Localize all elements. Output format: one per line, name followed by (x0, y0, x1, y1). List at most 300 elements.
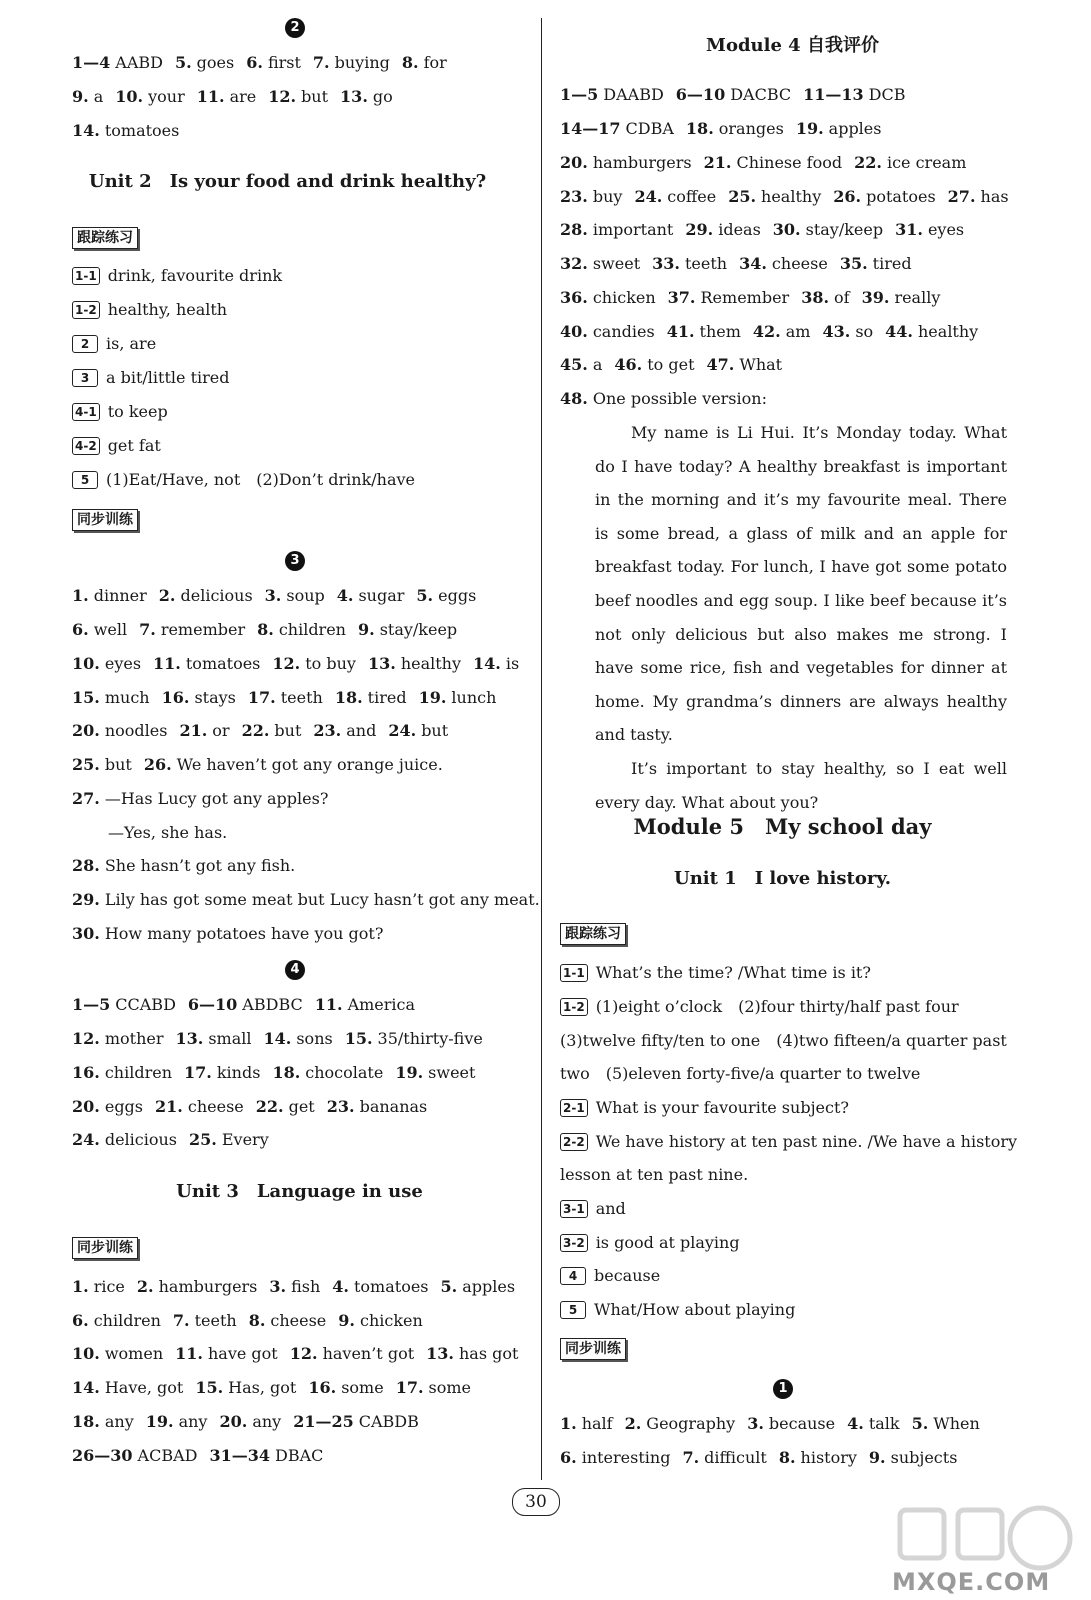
item-number: 14. (263, 1029, 292, 1048)
item-answer: apples (828, 119, 882, 138)
item-answer: first (267, 53, 301, 72)
question-tag: 5 (72, 471, 98, 489)
item-answer: and (346, 721, 377, 740)
item-answer: them (699, 322, 741, 341)
item-answer: Has, got (228, 1378, 297, 1397)
item-answer: Lily has got some meat but Lucy hasn’t got any meat. (104, 890, 540, 909)
item-number: 44. (885, 322, 913, 341)
track-item (560, 1300, 795, 1320)
item-answer: delicious (104, 1130, 178, 1149)
item-answer: some (341, 1378, 384, 1397)
essay-paragraph-2: It’s important to stay healthy, so I eat well every day. What about you? (595, 758, 1007, 812)
item-number: 18. (334, 688, 363, 707)
item-number: 6—10 (187, 995, 238, 1014)
item-answer: One possible version: (592, 389, 767, 408)
item-answer: history (800, 1448, 857, 1467)
answer-line (72, 924, 383, 944)
item-answer: and (595, 1199, 626, 1218)
item-number: 1—5 (72, 995, 111, 1014)
item-answer: Every (221, 1130, 269, 1149)
answer-line (560, 288, 940, 308)
item-number: 19. (418, 688, 447, 707)
item-number: 39. (861, 288, 890, 307)
item-number: 12. (272, 654, 301, 673)
item-answer: talk (868, 1414, 900, 1433)
item-answer: She hasn’t got any fish. (104, 856, 296, 875)
item-answer: CCABD (115, 995, 176, 1014)
badge-sync-training: 同步训练 (72, 1237, 138, 1259)
item-answer: We haven’t got any orange juice. (176, 755, 443, 774)
item-number: 7. (682, 1448, 700, 1467)
track-item (560, 1165, 748, 1185)
item-number: 14. (72, 121, 100, 140)
item-answer: candies (592, 322, 655, 341)
answer-line (72, 890, 540, 910)
item-number: 6. (246, 53, 263, 72)
item-number: 17. (395, 1378, 424, 1397)
item-answer: two (5)eleven forty-five/a quarter to twelve (560, 1064, 921, 1083)
column-divider (541, 18, 542, 1480)
item-answer: or (212, 721, 230, 740)
item-answer: healthy (400, 654, 462, 673)
item-number: 17. (184, 1063, 212, 1082)
item-answer: remember (160, 620, 246, 639)
item-number: 19. (145, 1412, 174, 1431)
answer-line (560, 355, 782, 375)
item-answer: much (104, 688, 150, 707)
item-number: 10. (72, 654, 100, 673)
track-item (560, 1199, 626, 1219)
answer-line (560, 85, 905, 105)
item-answer: has got (458, 1344, 519, 1363)
item-number: 5. (174, 53, 192, 72)
item-answer: a (93, 87, 104, 106)
item-answer: of (834, 288, 850, 307)
item-answer: get (288, 1097, 315, 1116)
item-number: 27. (947, 187, 976, 206)
item-answer: stays (194, 688, 236, 707)
item-answer: fish (291, 1277, 321, 1296)
item-answer: goes (196, 53, 235, 72)
item-answer: am (785, 322, 811, 341)
item-answer: women (104, 1344, 164, 1363)
item-answer: tomatoes (185, 654, 261, 673)
item-answer: tomatoes (104, 121, 180, 140)
item-answer: noodles (104, 721, 168, 740)
item-number: 30. (772, 220, 801, 239)
item-number: 47. (706, 355, 735, 374)
answer-line (560, 254, 912, 274)
module-5-title: Module 5 My school day (633, 814, 932, 839)
item-answer: teeth (280, 688, 323, 707)
item-number: 3. (747, 1414, 764, 1433)
item-number: 24. (388, 721, 417, 740)
item-answer: to get (647, 355, 695, 374)
item-answer: oranges (718, 119, 784, 138)
item-answer: to keep (107, 402, 168, 421)
item-answer: potatoes (866, 187, 936, 206)
item-answer: eyes (104, 654, 142, 673)
question-tag: 1-2 (72, 301, 100, 319)
badge-sync-training: 同步训练 (72, 509, 138, 531)
item-answer: coffee (667, 187, 717, 206)
item-answer: drink, favourite drink (107, 266, 283, 285)
item-number: 22. (241, 721, 270, 740)
item-number: 15. (195, 1378, 224, 1397)
answer-line (72, 1412, 419, 1432)
item-number: 16. (161, 688, 190, 707)
question-tag: 1-1 (72, 267, 100, 285)
answer-line (72, 1097, 427, 1117)
item-answer: DACBC (730, 85, 792, 104)
item-answer: go (372, 87, 393, 106)
item-number: 27. (72, 789, 100, 808)
item-number: 20. (72, 1097, 100, 1116)
item-number: 6. (560, 1448, 577, 1467)
item-answer: tired (872, 254, 912, 273)
item-number: 20. (72, 721, 100, 740)
item-answer: teeth (684, 254, 728, 273)
item-number: 11. (196, 87, 225, 106)
item-number: 1. (72, 1277, 89, 1296)
item-answer: any (252, 1412, 282, 1431)
item-number: 8. (401, 53, 419, 72)
essay-paragraph-1: My name is Li Hui. It’s Monday today. What do I have today? A healthy breakfast is important in the morning and it’s my favourite meal. There is some bread, a glass of milk and an apple for breakfast today. For lunch, I have got some potato beef noodles and egg soup. I like beef because it’s not only delicious but also makes me strong. I have some rice, fish and vegetables for dinner at home. My grandma’s dinners are always healthy and tasty. (595, 423, 1007, 745)
item-answer: What (739, 355, 783, 374)
track-item (560, 1031, 1007, 1051)
item-number: 35. (839, 254, 868, 273)
item-answer: lunch (451, 688, 497, 707)
item-number: 9. (72, 87, 89, 106)
item-answer: rice (93, 1277, 125, 1296)
answer-line (560, 1448, 957, 1468)
track-item (560, 1098, 849, 1118)
item-number: 20. (560, 153, 588, 172)
track-item (560, 1064, 920, 1084)
answer-line (72, 620, 457, 640)
track-item (72, 368, 229, 388)
item-number: 21. (703, 153, 732, 172)
item-number: 29. (685, 220, 714, 239)
item-number: 26—30 (72, 1446, 133, 1465)
item-number: 29. (72, 890, 100, 909)
question-tag: 3 (72, 369, 98, 387)
item-number: 14—17 (560, 119, 621, 138)
item-answer: How many potatoes have you got? (104, 924, 384, 943)
item-answer: because (594, 1266, 661, 1285)
unit-3-title: Unit 3 Language in use (176, 1181, 423, 1202)
item-answer: sugar (358, 586, 405, 605)
item-answer: Geography (646, 1414, 736, 1433)
item-answer: a (592, 355, 603, 374)
item-answer: CABDB (358, 1412, 419, 1431)
item-number: 6. (72, 620, 89, 639)
item-answer: is (505, 654, 520, 673)
item-answer: so (855, 322, 874, 341)
item-number: 15. (344, 1029, 373, 1048)
unit-2-title: Unit 2 Is your food and drink healthy? (88, 171, 487, 192)
item-answer: ideas (718, 220, 761, 239)
answer-line (72, 1344, 518, 1364)
answer-line (560, 322, 978, 342)
item-answer: chocolate (305, 1063, 384, 1082)
item-number: 1—4 (72, 53, 111, 72)
item-answer: for (423, 53, 447, 72)
question-tag: 4-1 (72, 403, 100, 421)
item-number: 28. (72, 856, 100, 875)
item-number: 26. (833, 187, 862, 206)
item-answer: difficult (704, 1448, 767, 1467)
item-answer: but (274, 721, 302, 740)
item-number: 43. (822, 322, 851, 341)
item-answer: We have history at ten past nine. /We have a history (595, 1132, 1018, 1151)
item-number: 11. (314, 995, 343, 1014)
item-number: 37. (667, 288, 696, 307)
item-answer: half (581, 1414, 613, 1433)
item-answer: haven’t got (322, 1344, 415, 1363)
item-answer: cheese (187, 1097, 244, 1116)
item-answer: What’s the time? /What time is it? (595, 963, 871, 982)
item-number: 9. (338, 1311, 355, 1330)
answer-line (72, 1130, 269, 1150)
item-answer: hamburgers (592, 153, 692, 172)
item-answer: lesson at ten past nine. (560, 1165, 749, 1184)
item-number: 2. (624, 1414, 642, 1433)
item-answer: chicken (359, 1311, 423, 1330)
item-answer: stay/keep (379, 620, 458, 639)
question-tag: 4 (560, 1267, 586, 1285)
item-answer: ABDBC (242, 995, 303, 1014)
item-answer: hamburgers (158, 1277, 258, 1296)
item-answer: have got (207, 1344, 278, 1363)
item-number: 11. (153, 654, 181, 673)
item-answer: because (768, 1414, 836, 1433)
badge-track-practice: 跟踪练习 (560, 923, 626, 945)
item-answer: but (104, 755, 132, 774)
item-answer: but (421, 721, 449, 740)
item-answer: delicious (180, 586, 253, 605)
item-answer: sweet (428, 1063, 476, 1082)
item-answer: bananas (359, 1097, 428, 1116)
item-answer: is, are (106, 334, 157, 353)
item-answer: DCB (868, 85, 906, 104)
answer-line (72, 1063, 475, 1083)
item-answer: When (933, 1414, 980, 1433)
item-answer: subjects (890, 1448, 958, 1467)
answer-line (72, 1029, 483, 1049)
item-number: 28. (560, 220, 588, 239)
item-number: 11. (175, 1344, 203, 1363)
item-number: 9. (357, 620, 375, 639)
item-answer: is good at playing (595, 1233, 740, 1252)
item-answer: tomatoes (353, 1277, 429, 1296)
badge-sync-training: 同步训练 (560, 1338, 626, 1360)
item-number: 46. (614, 355, 643, 374)
question-tag: 3-1 (560, 1200, 588, 1218)
item-answer: has (980, 187, 1009, 206)
item-number: 5. (416, 586, 434, 605)
track-item (72, 470, 415, 490)
item-answer: (1)Eat/Have, not (2)Don’t drink/have (106, 470, 416, 489)
track-item (72, 334, 156, 354)
item-answer: 35/thirty-five (377, 1029, 483, 1048)
item-answer: chicken (592, 288, 656, 307)
item-number: 8. (257, 620, 274, 639)
item-number: 14. (72, 1378, 100, 1397)
answer-line (72, 995, 415, 1015)
track-item (72, 402, 168, 422)
item-number: 6. (72, 1311, 89, 1330)
question-tag: 1-1 (560, 964, 588, 982)
item-number: 33. (652, 254, 680, 273)
item-answer: get fat (107, 436, 161, 455)
item-answer: ice cream (886, 153, 967, 172)
item-answer: kinds (216, 1063, 261, 1082)
item-number: 22. (854, 153, 882, 172)
item-number: 12. (289, 1344, 318, 1363)
item-number: 2. (136, 1277, 154, 1296)
item-number: 18. (685, 119, 714, 138)
item-number: 12. (268, 87, 297, 106)
item-number: 4. (332, 1277, 349, 1296)
item-answer: buying (334, 53, 390, 72)
item-answer: any (178, 1412, 208, 1431)
item-answer: What/How about playing (594, 1300, 796, 1319)
item-answer: to buy (305, 654, 356, 673)
item-answer: What is your favourite subject? (595, 1098, 849, 1117)
item-number: 8. (248, 1311, 266, 1330)
item-number: 10. (72, 1344, 100, 1363)
track-item (72, 266, 282, 286)
item-answer: any (104, 1412, 134, 1431)
item-answer: sons (296, 1029, 333, 1048)
item-answer: tired (367, 688, 407, 707)
answer-line (72, 1311, 423, 1331)
item-answer: CDBA (625, 119, 674, 138)
essay-body (595, 416, 1007, 819)
item-number: 24. (634, 187, 663, 206)
item-number: 11—13 (803, 85, 864, 104)
item-number: 31. (895, 220, 923, 239)
item-number: 30. (72, 924, 100, 943)
item-number: 34. (739, 254, 767, 273)
track-item (560, 1266, 660, 1286)
section-bullet-1: 1 (773, 1379, 793, 1399)
item-number: 16. (72, 1063, 100, 1082)
item-answer: teeth (194, 1311, 237, 1330)
item-number: 25. (189, 1130, 217, 1149)
item-answer: sweet (592, 254, 641, 273)
item-answer: eggs (104, 1097, 144, 1116)
item-number: 9. (868, 1448, 886, 1467)
track-item (560, 1233, 740, 1253)
item-answer: small (208, 1029, 252, 1048)
page-number: 30 (512, 1488, 560, 1516)
item-answer: buy (592, 187, 623, 206)
item-answer: Remember (700, 288, 790, 307)
item-number: 13. (367, 654, 396, 673)
answer-line (560, 1414, 980, 1434)
item-number: 19. (795, 119, 824, 138)
item-number: 21—25 (293, 1412, 354, 1431)
item-number: 48. (560, 389, 588, 408)
item-number: 1. (72, 586, 89, 605)
item-number: 14. (473, 654, 501, 673)
item-answer: your (148, 87, 185, 106)
badge-track-practice: 跟踪练习 (72, 227, 138, 249)
item-number: 21. (179, 721, 208, 740)
answer-line (72, 789, 328, 809)
item-number: 2. (158, 586, 176, 605)
item-number: 3. (269, 1277, 287, 1296)
item-number: 25. (72, 755, 100, 774)
item-number: 5. (911, 1414, 929, 1433)
item-answer: cheese (270, 1311, 327, 1330)
item-number: 25. (728, 187, 757, 206)
question-tag: 2-1 (560, 1099, 588, 1117)
unit-1-title: Unit 1 I love history. (674, 868, 891, 889)
module-4-title: Module 4 自我评价 (706, 35, 879, 56)
item-answer: mother (104, 1029, 164, 1048)
item-answer: healthy (918, 322, 979, 341)
answer-line (72, 721, 448, 741)
item-answer: well (93, 620, 128, 639)
item-answer: Chinese food (736, 153, 843, 172)
answer-line (560, 187, 1009, 207)
item-answer: children (93, 1311, 161, 1330)
item-answer: AABD (115, 53, 163, 72)
question-tag: 5 (560, 1301, 586, 1319)
item-number: 31—34 (209, 1446, 270, 1465)
item-answer: Have, got (104, 1378, 184, 1397)
item-answer: eyes (927, 220, 965, 239)
answer-line (72, 53, 447, 73)
item-answer: —Has Lucy got any apples? (104, 789, 329, 808)
track-item (560, 1132, 1017, 1152)
item-answer: stay/keep (805, 220, 884, 239)
question-tag: 4-2 (72, 437, 100, 455)
item-number: 21. (155, 1097, 183, 1116)
item-number: 45. (560, 355, 588, 374)
item-number: 13. (175, 1029, 204, 1048)
item-answer: (1)eight o’clock (2)four thirty/half past four (595, 997, 959, 1016)
answer-line (72, 856, 295, 876)
item-answer: (3)twelve fifty/ten to one (4)two fifteen/a quarter past (560, 1031, 1007, 1050)
item-answer: eggs (438, 586, 477, 605)
track-item (560, 997, 959, 1017)
item-answer: really (894, 288, 941, 307)
item-number: 32. (560, 254, 588, 273)
item-number: 18. (72, 1412, 100, 1431)
item-answer: a bit/little tired (106, 368, 230, 387)
item-number: 7. (139, 620, 156, 639)
answer-line (72, 654, 519, 674)
item-number: 1—5 (560, 85, 599, 104)
answer-line (560, 220, 964, 240)
item-answer: are (229, 87, 257, 106)
item-number: 26. (143, 755, 172, 774)
answer-line (72, 688, 496, 708)
track-item (560, 963, 871, 983)
item-number: 23. (313, 721, 342, 740)
answer-line (560, 119, 881, 139)
item-number: 13. (340, 87, 368, 106)
item-answer: soup (286, 586, 325, 605)
item-number: 41. (666, 322, 695, 341)
item-answer: America (347, 995, 416, 1014)
item-number: 19. (395, 1063, 424, 1082)
item-answer: healthy, health (107, 300, 228, 319)
